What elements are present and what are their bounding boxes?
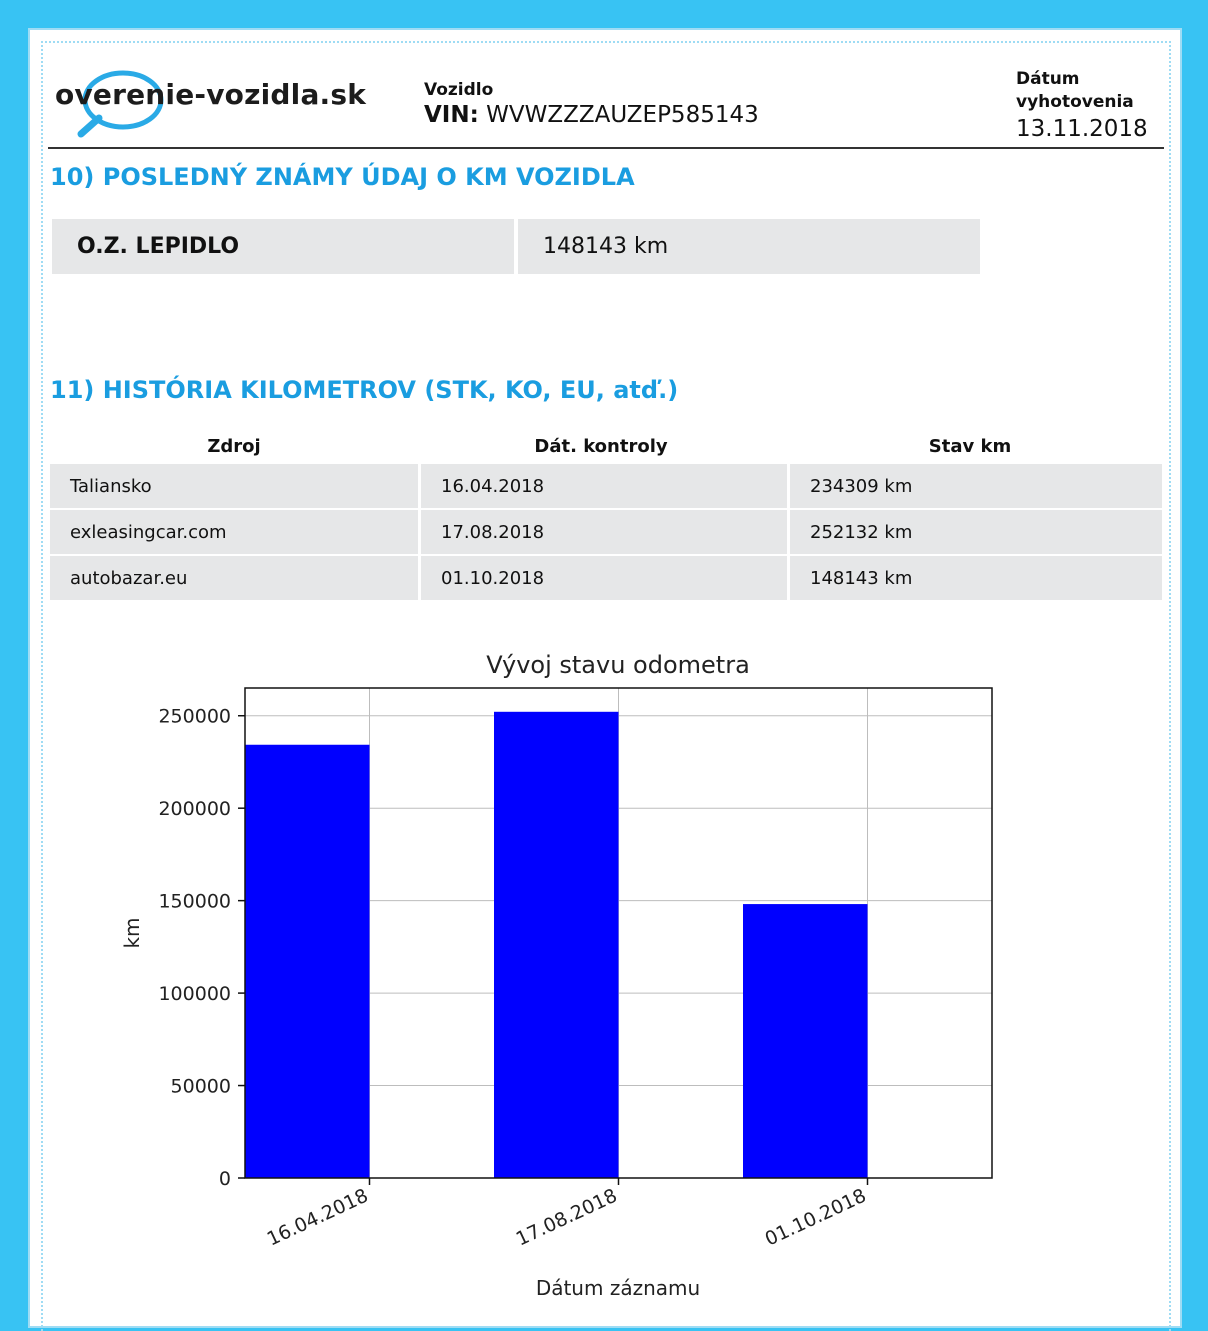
cell-km: 252132 km (790, 510, 1162, 554)
cell-source: exleasingcar.com (50, 510, 418, 554)
cell-source: Taliansko (50, 464, 418, 508)
col-date: Dát. kontroly (534, 435, 668, 457)
y-tick-label: 150000 (158, 890, 231, 913)
cell-date: 16.04.2018 (421, 464, 787, 508)
section-11-title: 11) HISTÓRIA KILOMETROV (STK, KO, EU, atď.) (50, 376, 679, 404)
vehicle-label: Vozidlo (424, 80, 494, 100)
x-tick-label: 16.04.2018 (263, 1184, 372, 1251)
y-tick-label: 200000 (158, 798, 231, 821)
y-tick-label: 0 (218, 1168, 231, 1190)
cell-source: autobazar.eu (50, 556, 418, 600)
date-value: 13.11.2018 (1016, 116, 1148, 142)
cell-date: 17.08.2018 (421, 510, 787, 554)
cell-date: 01.10.2018 (421, 556, 787, 600)
vin-label: VIN: (424, 102, 479, 128)
last-km-owner: O.Z. LEPIDLO (52, 219, 514, 274)
date-label-2: vyhotovenia (1016, 92, 1134, 112)
y-tick-label: 100000 (158, 983, 231, 1006)
date-label-1: Dátum (1016, 69, 1080, 89)
y-tick-label: 50000 (170, 1075, 231, 1098)
bar (743, 904, 868, 1178)
chart-xlabel: Dátum záznamu (535, 1276, 701, 1300)
y-tick-label: 250000 (158, 705, 231, 728)
cell-km: 148143 km (790, 556, 1162, 600)
col-km: Stav km (928, 435, 1012, 457)
chart-ylabel: km (120, 917, 144, 949)
last-km-value: 148143 km (518, 219, 980, 274)
col-source: Zdroj (207, 435, 261, 457)
x-tick-label: 01.10.2018 (761, 1184, 870, 1251)
logo-text: overenie-vozidla.sk (55, 78, 367, 111)
vin-value: WVWZZZAUZEP585143 (486, 102, 759, 128)
bar (245, 745, 370, 1178)
chart-title: Vývoj stavu odometra (486, 651, 750, 679)
cell-km: 234309 km (790, 464, 1162, 508)
bar (494, 712, 619, 1178)
x-tick-label: 17.08.2018 (512, 1184, 621, 1251)
section-10-title: 10) POSLEDNÝ ZNÁMY ÚDAJ O KM VOZIDLA (50, 163, 635, 191)
